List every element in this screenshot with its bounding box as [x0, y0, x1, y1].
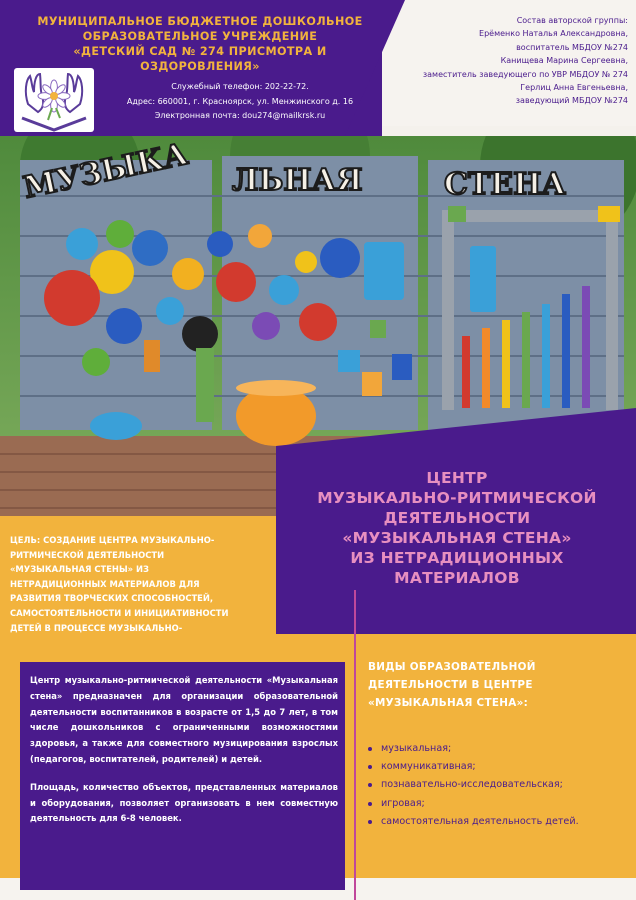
kinds-title-line: ВИДЫ ОБРАЗОВАТЕЛЬНОЙ	[368, 661, 536, 673]
logo-hands-flower-icon	[14, 68, 94, 132]
goal-line: САМОСТОЯТЕЛЬНОСТИ И ИНИЦИАТИВНОСТИ	[10, 607, 229, 618]
title-line: ЦЕНТР	[426, 469, 488, 487]
kindergarten-logo	[14, 68, 94, 132]
title-line: МУЗЫКАЛЬНО-РИТМИЧЕСКОЙ	[317, 489, 597, 507]
activity-types-title	[368, 658, 630, 712]
title-line: ИЗ НЕТРАДИЦИОННЫХ	[350, 549, 564, 567]
author-line: воспитатель МБДОУ №274	[516, 42, 628, 52]
address-text: Адрес: 660001, г. Красноярск, ул. Менжинского д. 16	[126, 96, 354, 106]
kinds-title-line: «МУЗЫКАЛЬНАЯ СТЕНА»:	[368, 697, 529, 709]
title-line: МАТЕРИАЛОВ	[394, 569, 520, 587]
phone-text: Служебный телефон: 202-22-72.	[171, 82, 309, 91]
sign-word: СТЕНА	[444, 167, 566, 202]
list-item: самостоятельная деятельность детей.	[368, 813, 630, 831]
author-line: заместитель заведующего по УВР МБДОУ № 274	[422, 69, 628, 79]
goal-line: ЦЕЛЬ: СОЗДАНИЕ ЦЕНТРА МУЗЫКАЛЬНО-	[10, 535, 215, 545]
sign-word: МУЗЫКА	[20, 136, 191, 206]
list-item: игровая;	[368, 795, 630, 813]
organization-name	[20, 14, 380, 74]
title-line: ДЕЯТЕЛЬНОСТИ	[383, 509, 531, 527]
goal-line: ДЕТЕЙ В ПРОЦЕССЕ МУЗЫКАЛЬНО-	[10, 622, 183, 633]
goal-text	[10, 533, 272, 650]
org-line: МУНИЦИПАЛЬНОЕ БЮДЖЕТНОЕ ДОШКОЛЬНОЕ	[37, 15, 363, 28]
goal-line: РАЗВИТИЯ ТВОРЧЕСКИХ СПОСОБНОСТЕЙ,	[10, 593, 214, 604]
authors-block	[390, 14, 628, 108]
sign-word: ЛЬНАЯ	[232, 163, 363, 198]
description-paragraph: Площадь, количество объектов, представленных материалов и оборудования, позволяет организовать в нем совместную деятельность для 6-8 человек.	[30, 781, 338, 824]
list-item: коммуникативная;	[368, 758, 630, 776]
goal-line: РИТМИЧЕСКОЙ ДЕЯТЕЛЬНОСТИ	[10, 549, 165, 560]
goal-line: НЕТРАДИЦИОННЫХ МАТЕРИАЛОВ ДЛЯ	[10, 578, 200, 589]
title-diagonal	[276, 408, 636, 446]
poster-title	[282, 468, 632, 588]
authors-title: Состав авторской группы:	[516, 16, 628, 25]
list-item: познавательно-исследовательская;	[368, 776, 630, 794]
org-line: «ДЕТСКИЙ САД № 274 ПРИСМОТРА И ОЗДОРОВЛЕНИЯ»	[73, 45, 327, 73]
divider-line	[354, 590, 356, 900]
org-line: ОБРАЗОВАТЕЛЬНОЕ УЧРЕЖДЕНИЕ	[82, 30, 318, 43]
author-line: заведующий МБДОУ №274	[515, 96, 628, 106]
title-line: «МУЗЫКАЛЬНАЯ СТЕНА»	[342, 529, 572, 547]
author-line: Ерёменко Наталья Александровна,	[479, 29, 628, 39]
author-line: Канищева Марина Сергеевна,	[500, 56, 628, 66]
kinds-title-line: ДЕЯТЕЛЬНОСТИ В ЦЕНТРЕ	[368, 679, 533, 691]
list-item: музыкальная;	[368, 740, 630, 758]
author-line: Герлиц Анна Евгеньевна,	[520, 83, 628, 93]
contacts	[110, 80, 370, 124]
description-paragraph: Центр музыкально-ритмической деятельности «Музыкальная стена» предназначен для организации образовательной деятельности воспитанников в возрасте от 1,5 до 7 лет, в том числе дошкольников с ограниченными возможностями здоровья, а также для совместного музицирования взрослых (педагогов, воспитателей, родителей) и детей.	[30, 675, 338, 764]
email-text: Электронная почта: dou274@mailkrsk.ru	[154, 111, 326, 120]
description-text	[30, 673, 338, 839]
goal-line: «МУЗЫКАЛЬНАЯ СТЕНЫ» ИЗ	[10, 564, 149, 575]
activity-types-list	[368, 740, 630, 831]
